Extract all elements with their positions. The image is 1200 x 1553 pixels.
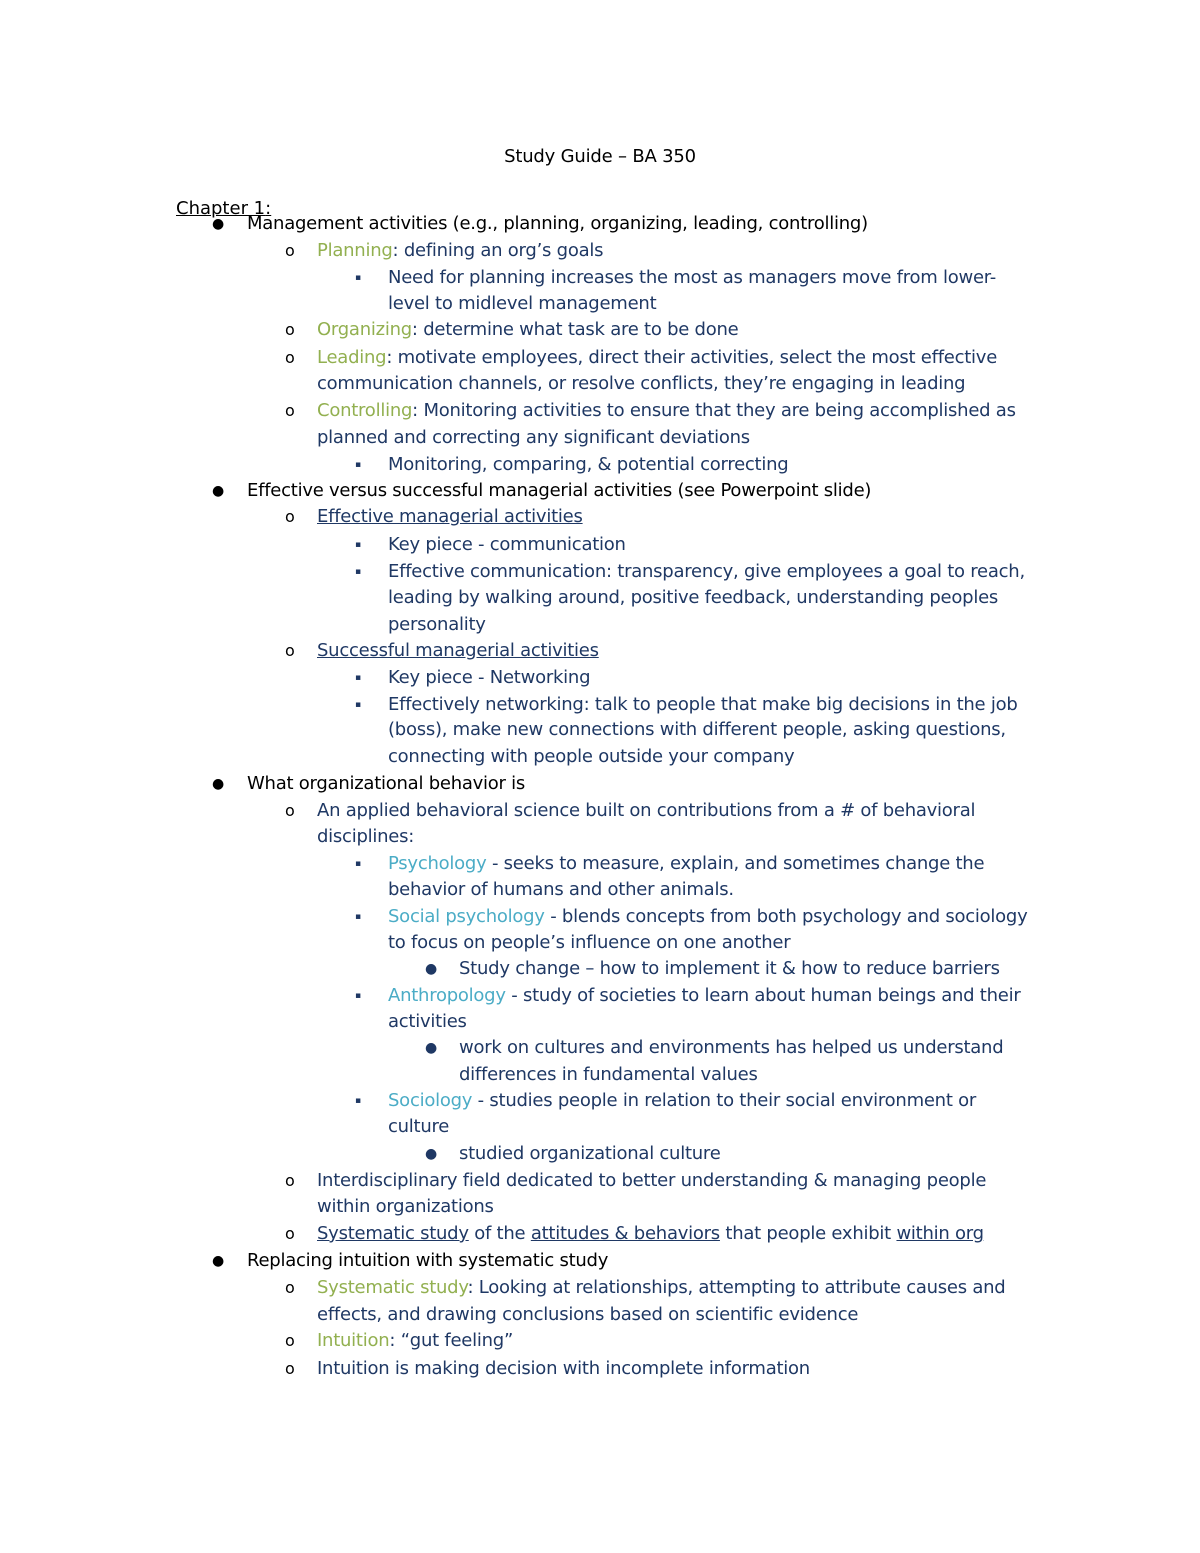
- line-text: : determine what task are to be done: [411, 319, 739, 340]
- line-text: within org: [896, 1223, 984, 1244]
- level2-bullet-icon: o: [285, 1331, 295, 1350]
- level2-bullet-icon: o: [285, 641, 295, 660]
- line-text: personality: [388, 614, 486, 635]
- outline-line: [388, 878, 734, 902]
- level2-bullet-icon: o: [285, 348, 295, 367]
- level3-bullet-icon: ▪: [355, 673, 362, 683]
- level2-bullet-icon: o: [285, 241, 295, 260]
- outline-line: [317, 1329, 513, 1353]
- level4-bullet-icon: ●: [425, 1146, 438, 1162]
- line-text: Key piece - Networking: [388, 667, 591, 688]
- level1-bullet-icon: ●: [212, 1253, 225, 1269]
- outline-line: [459, 1063, 758, 1087]
- line-text: culture: [388, 1116, 450, 1137]
- outline-line: [388, 586, 998, 610]
- outline-line: [247, 479, 871, 503]
- outline-line: [317, 639, 599, 663]
- outline-line: [388, 984, 1021, 1008]
- line-text: Monitoring, comparing, & potential correcting: [388, 454, 789, 475]
- line-text: work on cultures and environments has helped us understand: [459, 1037, 1004, 1058]
- line-text: that people exhibit: [719, 1223, 897, 1244]
- line-text: behavior of humans and other animals.: [388, 879, 734, 900]
- level2-bullet-icon: o: [285, 1278, 295, 1297]
- term-text: Systematic study: [317, 1277, 468, 1298]
- outline-line: [317, 346, 997, 370]
- level1-bullet-icon: ●: [212, 483, 225, 499]
- level2-bullet-icon: o: [285, 1224, 295, 1243]
- outline-line: [317, 318, 738, 342]
- outline-line: [317, 505, 583, 529]
- line-text: : Looking at relationships, attempting to attribute causes and: [467, 1277, 1006, 1298]
- outline-line: [317, 1357, 810, 1381]
- line-text: differences in fundamental values: [459, 1064, 758, 1085]
- outline-line: [247, 772, 525, 796]
- outline-line: [317, 1276, 1005, 1300]
- term-text: Anthropology: [388, 985, 506, 1006]
- outline-line: [388, 1010, 467, 1034]
- outline-line: [388, 852, 984, 876]
- outline-line: [388, 745, 794, 769]
- line-text: connecting with people outside your company: [388, 746, 795, 767]
- term-text: Controlling: [317, 400, 413, 421]
- line-text: Management activities (e.g., planning, organizing, leading, controlling): [247, 213, 868, 234]
- line-text: leading by walking around, positive feedback, understanding peoples: [388, 587, 999, 608]
- line-text: Effective communication: transparency, give employees a goal to reach,: [388, 561, 1025, 582]
- line-text: planned and correcting any significant deviations: [317, 427, 750, 448]
- line-text: : “gut feeling”: [389, 1330, 514, 1351]
- level1-bullet-icon: ●: [212, 776, 225, 792]
- line-text: of the: [468, 1223, 531, 1244]
- document-title: Study Guide – BA 350: [504, 146, 696, 167]
- outline-line: [459, 957, 1000, 981]
- level2-bullet-icon: o: [285, 401, 295, 420]
- line-text: An applied behavioral science built on contributions from a # of behavioral: [317, 800, 976, 821]
- outline-line: [388, 718, 1006, 742]
- outline-line: [388, 1089, 976, 1113]
- line-text: Interdisciplinary field dedicated to better understanding & managing people: [317, 1170, 987, 1191]
- line-text: : motivate employees, direct their activities, select the most effective: [386, 347, 998, 368]
- level3-bullet-icon: ▪: [355, 991, 362, 1001]
- term-text: Planning: [317, 240, 393, 261]
- line-text: : defining an org’s goals: [392, 240, 604, 261]
- line-text: communication channels, or resolve conflicts, they’re engaging in leading: [317, 373, 966, 394]
- level4-bullet-icon: ●: [425, 961, 438, 977]
- level4-bullet-icon: ●: [425, 1040, 438, 1056]
- outline-line: [317, 372, 965, 396]
- line-text: Systematic study: [317, 1223, 469, 1244]
- chapter-heading-text: Chapter 1: [176, 198, 266, 219]
- outline-line: [317, 825, 414, 849]
- line-text: What organizational behavior is: [247, 773, 526, 794]
- line-text: studied organizational culture: [459, 1143, 721, 1164]
- term-text: Intuition: [317, 1330, 390, 1351]
- line-text: Effective versus successful managerial activities (see Powerpoint slide): [247, 480, 872, 501]
- outline-line: [247, 212, 868, 236]
- level3-bullet-icon: ▪: [355, 273, 362, 283]
- line-text: Replacing intuition with systematic study: [247, 1250, 609, 1271]
- line-text: Study change – how to implement it & how to reduce barriers: [459, 958, 1000, 979]
- chapter-heading-colon: :: [265, 198, 272, 219]
- line-text: within organizations: [317, 1196, 494, 1217]
- outline-line: [388, 533, 626, 557]
- outline-line: [317, 239, 603, 263]
- outline-line: [247, 1249, 608, 1273]
- line-text: - study of societies to learn about human beings and their: [505, 985, 1021, 1006]
- outline-line: [388, 453, 788, 477]
- line-text: Successful managerial activities: [317, 640, 599, 661]
- level2-bullet-icon: o: [285, 1171, 295, 1190]
- line-text: disciplines:: [317, 826, 415, 847]
- outline-line: [317, 1169, 986, 1193]
- outline-line: [388, 905, 1028, 929]
- outline-line: [317, 1303, 858, 1327]
- line-text: Effective managerial activities: [317, 506, 583, 527]
- level2-bullet-icon: o: [285, 507, 295, 526]
- outline-line: [317, 799, 975, 823]
- term-text: Organizing: [317, 319, 412, 340]
- outline-line: [317, 1195, 494, 1219]
- outline-line: [317, 399, 1016, 423]
- level1-bullet-icon: ●: [212, 216, 225, 232]
- outline-line: [388, 666, 590, 690]
- level3-bullet-icon: ▪: [355, 1096, 362, 1106]
- line-text: - studies people in relation to their social environment or: [472, 1090, 977, 1111]
- line-text: Intuition is making decision with incomplete information: [317, 1358, 810, 1379]
- outline-line: [459, 1036, 1003, 1060]
- outline-line: [317, 426, 750, 450]
- outline-line: [459, 1142, 721, 1166]
- outline-line: [388, 693, 1018, 717]
- level2-bullet-icon: o: [285, 801, 295, 820]
- level2-bullet-icon: o: [285, 320, 295, 339]
- level3-bullet-icon: ▪: [355, 567, 362, 577]
- level3-bullet-icon: ▪: [355, 859, 362, 869]
- level3-bullet-icon: ▪: [355, 460, 362, 470]
- line-text: Effectively networking: talk to people that make big decisions in the job: [388, 694, 1018, 715]
- line-text: : Monitoring activities to ensure that they are being accomplished as: [412, 400, 1016, 421]
- outline-line: [388, 1115, 449, 1139]
- outline-line: [388, 613, 486, 637]
- outline-line: [388, 266, 996, 290]
- line-text: attitudes & behaviors: [530, 1223, 720, 1244]
- outline-line: [388, 560, 1025, 584]
- line-text: effects, and drawing conclusions based on scientific evidence: [317, 1304, 859, 1325]
- term-text: Psychology: [388, 853, 487, 874]
- line-text: - seeks to measure, explain, and sometimes change the: [486, 853, 985, 874]
- outline-line: [388, 292, 656, 316]
- line-text: to focus on people’s influence on one another: [388, 932, 791, 953]
- outline-line: [317, 1222, 984, 1246]
- term-text: Sociology: [388, 1090, 473, 1111]
- line-text: (boss), make new connections with different people, asking questions,: [388, 719, 1006, 740]
- line-text: activities: [388, 1011, 467, 1032]
- level3-bullet-icon: ▪: [355, 700, 362, 710]
- line-text: Need for planning increases the most as managers move from lower-: [388, 267, 997, 288]
- term-text: Leading: [317, 347, 387, 368]
- outline-line: [388, 931, 790, 955]
- level3-bullet-icon: ▪: [355, 912, 362, 922]
- term-text: Social psychology: [388, 906, 545, 927]
- level2-bullet-icon: o: [285, 1359, 295, 1378]
- line-text: level to midlevel management: [388, 293, 657, 314]
- line-text: Key piece - communication: [388, 534, 626, 555]
- line-text: - blends concepts from both psychology and sociology: [544, 906, 1028, 927]
- level3-bullet-icon: ▪: [355, 540, 362, 550]
